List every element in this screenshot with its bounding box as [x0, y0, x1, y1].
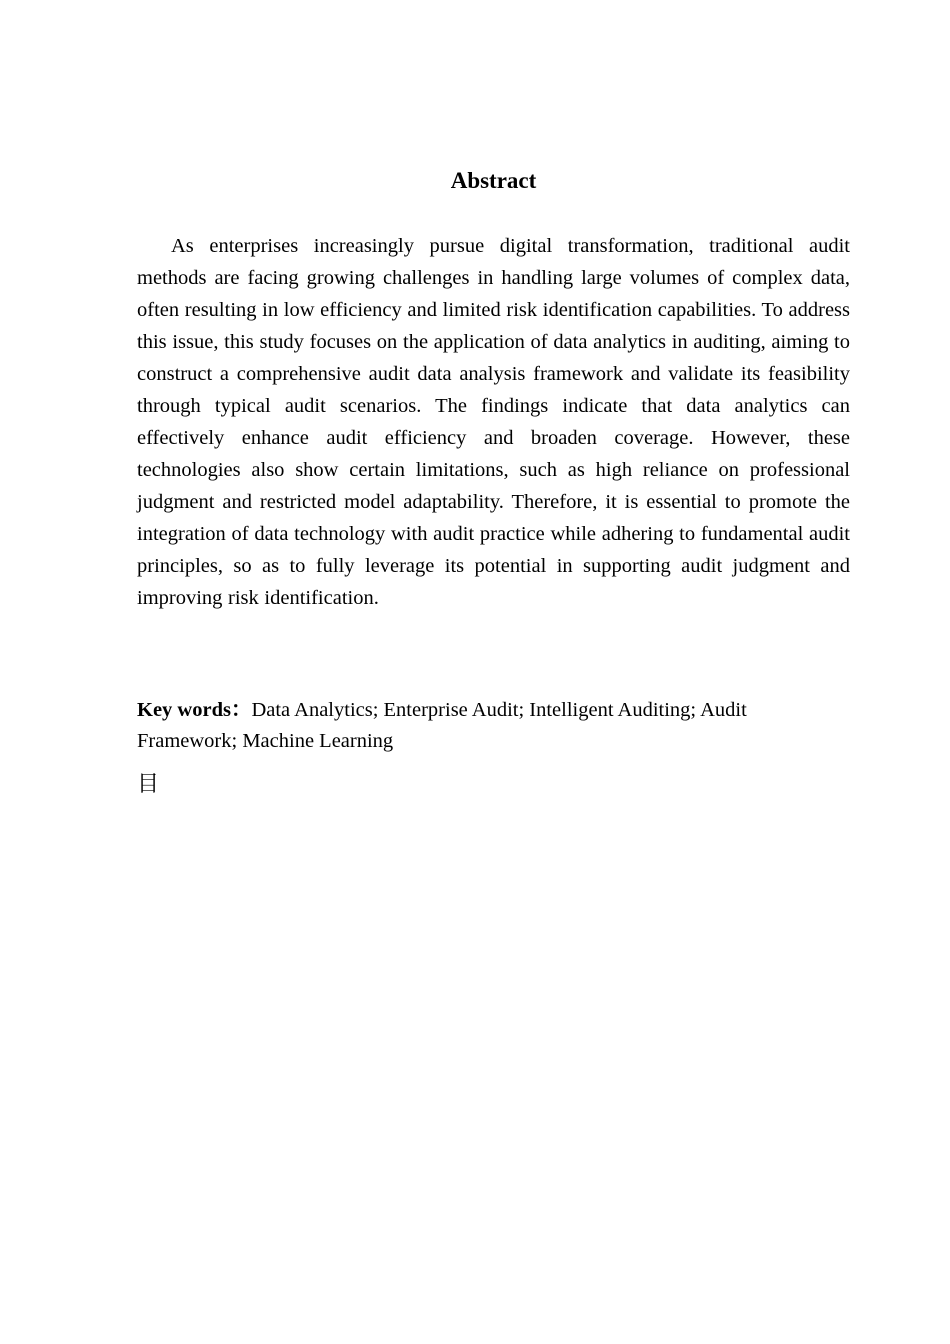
keywords-text: Data Analytics; Enterprise Audit; Intelligent Auditing; Audit Framework; Machine Learning: [137, 699, 747, 752]
keywords-separator: ：: [230, 699, 252, 721]
toc-heading-fragment: 目: [137, 772, 160, 797]
keywords-label: Key words: [137, 699, 231, 721]
abstract-title: Abstract: [450, 168, 537, 193]
abstract-paragraph: As enterprises increasingly pursue digital transformation, traditional audit methods are facing growing challenges in handling large volumes of complex data, often resulting in low efficiency and limited risk identification capabilities. To address this issue, this study focuses on the application of data analytics in auditing, aiming to construct a comprehensive audit data analysis framework and validate its feasibility through typical audit scenarios. The findings indicate that data analytics can effectively enhance audit efficiency and broaden coverage. However, these technologies also show certain limitations, such as high reliance on professional judgment and restricted model adaptability. Therefore, it is essential to promote the integration of data technology with audit practice while adhering to fundamental audit principles, so as to fully leverage its potential in supporting audit judgment and improving risk identification.: [137, 235, 850, 609]
keywords-line: [137, 695, 850, 757]
